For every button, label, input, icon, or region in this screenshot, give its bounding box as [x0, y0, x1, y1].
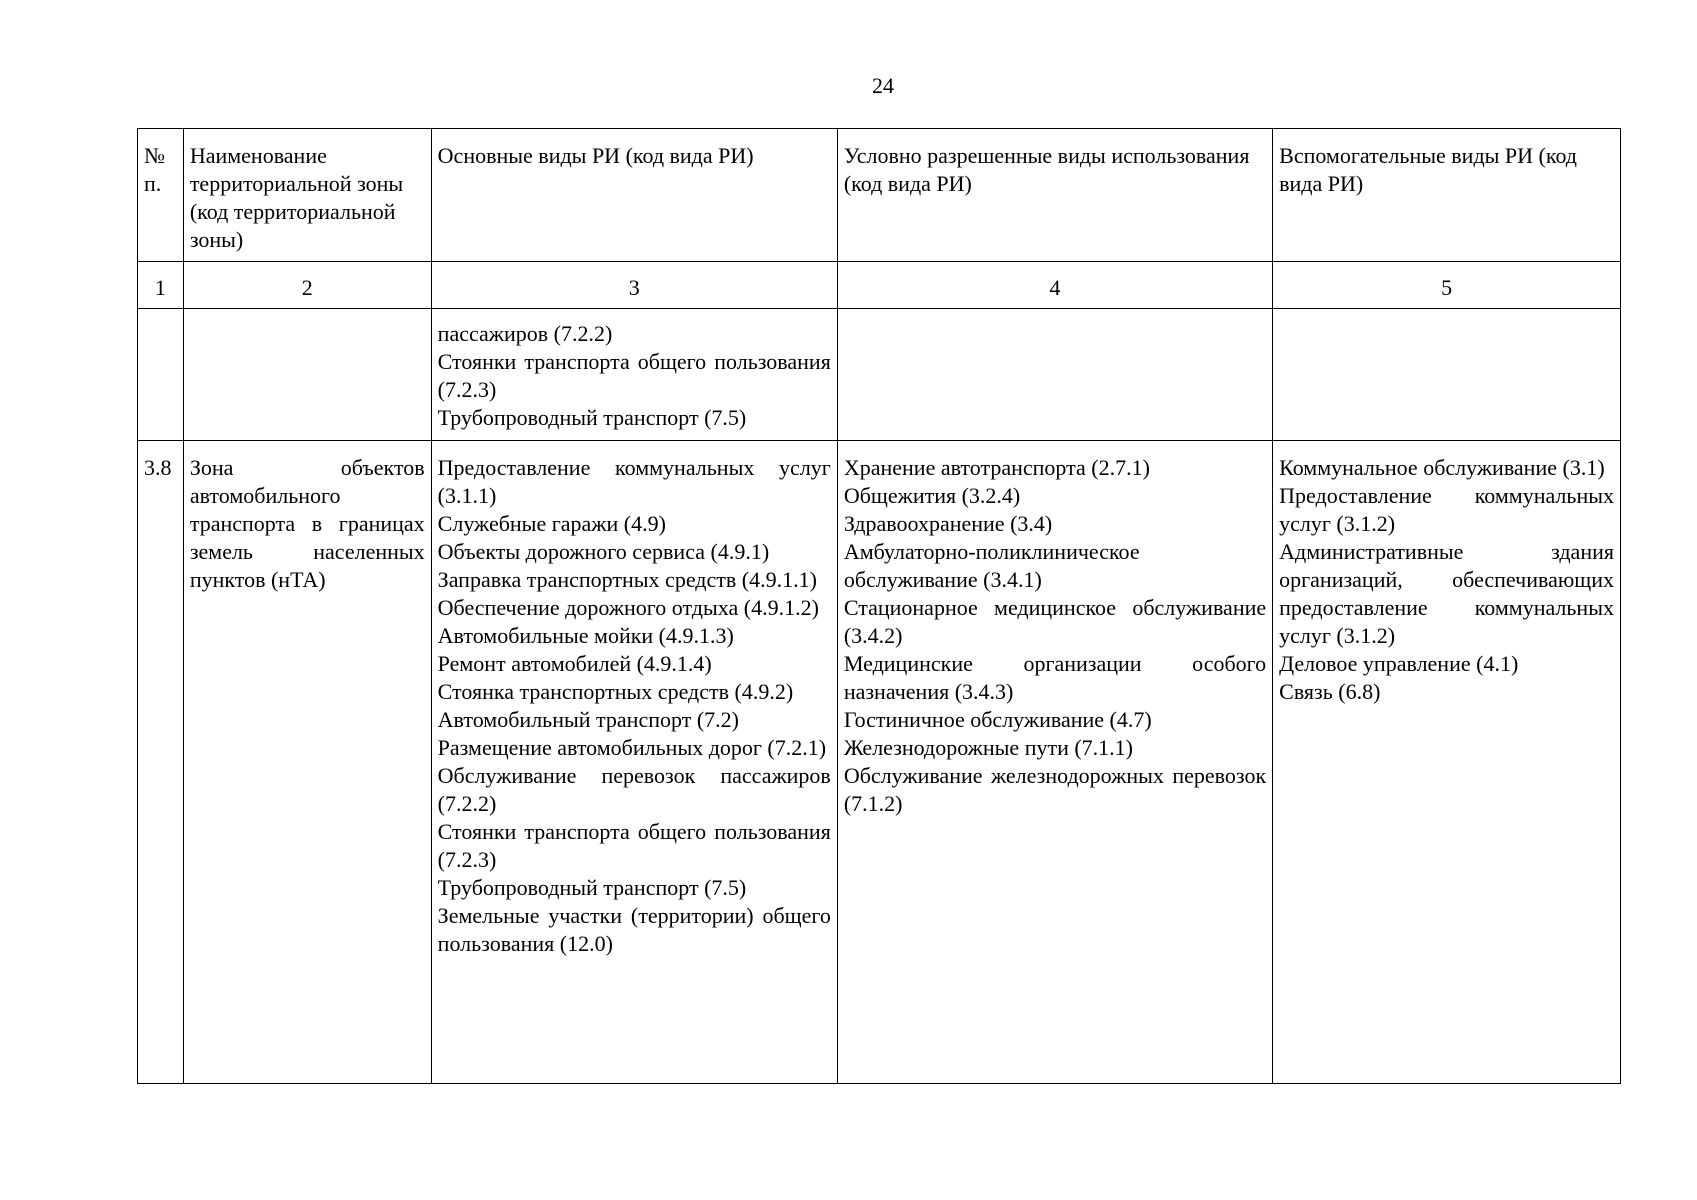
use-entry: Трубопроводный транспорт (7.5): [437, 405, 747, 430]
continuation-row: [138, 309, 1621, 441]
use-entry: Стоянки транспорта общего пользования (7.2.3): [437, 349, 831, 402]
column-number: 2: [183, 262, 431, 309]
use-entry: Коммунальное обслуживание (3.1): [1279, 455, 1605, 480]
use-entry: Размещение автомобильных дорог (7.2.1): [437, 735, 827, 760]
zoning-table: [137, 128, 1621, 1084]
use-entry: Деловое управление (4.1): [1279, 651, 1519, 676]
conditional-uses-cell: [837, 441, 1272, 1084]
use-entry: Общежития (3.2.4): [843, 483, 1021, 508]
column-number: 1: [138, 262, 184, 309]
column-number: 3: [431, 262, 837, 309]
empty-cell: [183, 309, 431, 441]
table-header-row: [138, 129, 1621, 262]
use-entry: Обслуживание перевозок пассажиров (7.2.2): [437, 763, 831, 816]
use-entry: Гостиничное обслуживание (4.7): [843, 707, 1152, 732]
use-entry: Автомобильные мойки (4.9.1.3): [437, 623, 734, 648]
use-entry: Обслуживание железнодорожных перевозок (7.1.2): [843, 763, 1267, 816]
empty-cell: [1273, 309, 1621, 441]
page-number: 24: [872, 73, 894, 98]
use-entry: Здравоохранение (3.4): [843, 511, 1053, 536]
zone-row: [138, 441, 1621, 1084]
use-entry: Автомобильный транспорт (7.2): [437, 707, 739, 732]
zone-name: Зона объектов автомобильного транспорта в границах земель населенных пунктов (нТА): [183, 441, 431, 1084]
use-entry: Предоставление коммунальных услуг (3.1.2): [1279, 483, 1614, 536]
use-entry: Амбулаторно-поликлиническое обслуживание (3.4.1): [843, 539, 1140, 592]
continuation-main-uses: [431, 309, 837, 441]
column-number: 4: [837, 262, 1272, 309]
use-entry: Земельные участки (территории) общего пользования (12.0): [437, 903, 831, 956]
header-main-uses: Основные виды РИ (код вида РИ): [431, 129, 837, 262]
use-entry: Трубопроводный транспорт (7.5): [437, 875, 747, 900]
header-zone-name: Наименование территориальной зоны (код территориальной зоны): [183, 129, 431, 262]
column-number-row: [138, 262, 1621, 309]
header-number: № п.: [138, 129, 184, 262]
use-entry: пассажиров (7.2.2): [437, 321, 613, 346]
header-conditional-uses: Условно разрешенные виды использования (код вида РИ): [837, 129, 1272, 262]
use-entry: Стоянка транспортных средств (4.9.2): [437, 679, 794, 704]
use-entry: Медицинские организации особого назначения (3.4.3): [843, 651, 1267, 704]
empty-cell: [138, 309, 184, 441]
use-entry: Железнодорожные пути (7.1.1): [843, 735, 1134, 760]
use-entry: Хранение автотранспорта (2.7.1): [843, 455, 1150, 480]
use-entry: Заправка транспортных средств (4.9.1.1): [437, 567, 817, 592]
use-entry: Ремонт автомобилей (4.9.1.4): [437, 651, 712, 676]
main-uses-cell: [431, 441, 837, 1084]
empty-cell: [837, 309, 1272, 441]
use-entry: Служебные гаражи (4.9): [437, 511, 666, 536]
use-entry: Стоянки транспорта общего пользования (7.2.3): [437, 819, 831, 872]
use-entry: Объекты дорожного сервиса (4.9.1): [437, 539, 770, 564]
header-auxiliary-uses: Вспомогательные виды РИ (код вида РИ): [1273, 129, 1621, 262]
use-entry: Предоставление коммунальных услуг (3.1.1): [437, 455, 831, 508]
use-entry: Обеспечение дорожного отдыха (4.9.1.2): [437, 595, 819, 620]
column-number: 5: [1273, 262, 1621, 309]
use-entry: Административные здания организаций, обеспечивающих предоставление коммунальных услуг (3.1.2): [1279, 539, 1614, 648]
use-entry: Стационарное медицинское обслуживание (3.4.2): [843, 595, 1267, 648]
use-entry: Связь (6.8): [1279, 679, 1381, 704]
zone-number: 3.8: [138, 441, 184, 1084]
auxiliary-uses-cell: [1273, 441, 1621, 1084]
